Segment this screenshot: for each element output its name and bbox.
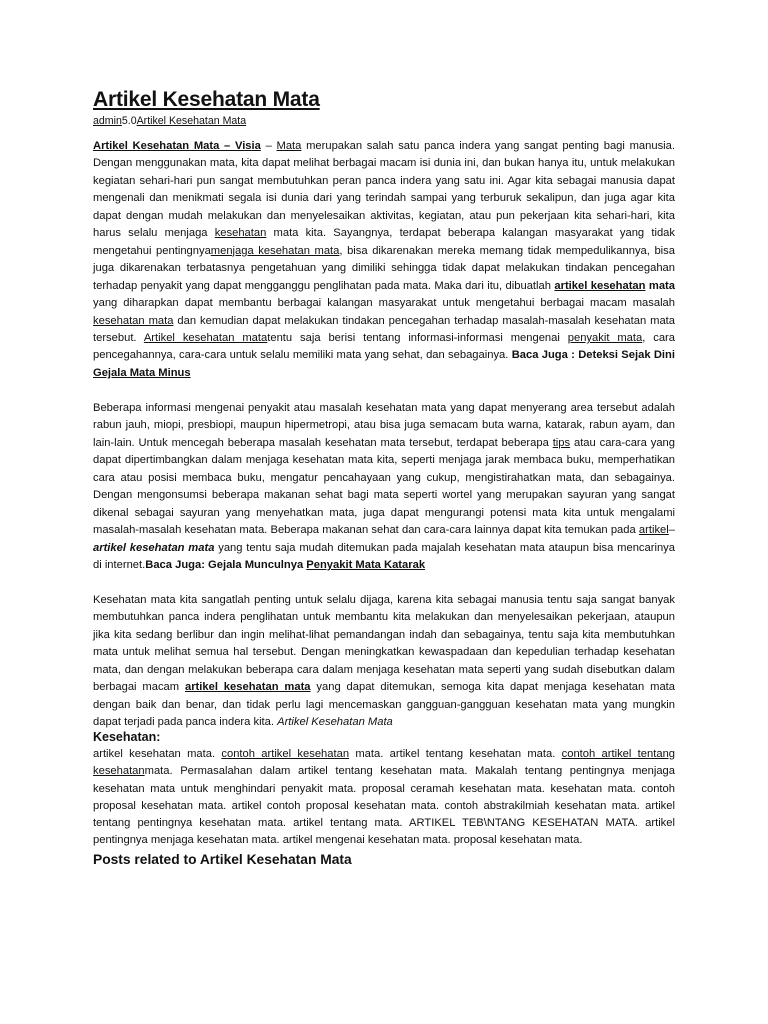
link-kesehatan-mata[interactable]: kesehatan mata	[93, 314, 174, 327]
link-artikel-kesehatan-mata[interactable]: Artikel kesehatan mata	[143, 331, 268, 344]
link-contoh-artikel-tentang-kesehatan[interactable]: contoh artikel tentang kesehatan	[93, 748, 676, 778]
paragraph-importance	[93, 592, 675, 732]
author-link[interactable]: admin	[93, 115, 122, 127]
text-run: atau cara-cara yang dapat dipertimbangkan dalam menjaga kesehatan mata kita, seperti menjaga jarak membaca buku, memperhatikan cara atau posisi membaca buku, mengatur pencahayaan yang cukup, mengistirahatkan mata, dan sebagainya. Dengan mengonsumsi beberapa makanan sehat bagi mata seperti wortel yang merupakan sayuran yang sangat dikenal sebagai sayuran yang menyehatkan mata, juga dapat mengurangi potensi mata kita untuk mengalami masalah-masalah kesehatan mata. Beberapa makanan sehat dan cara-cara lainnya dapat kita temukan pada	[93, 436, 675, 537]
dash-text: –	[260, 140, 277, 152]
text-run: merupakan salah satu panca indera yang sangat penting bagi manusia. Dengan menggunakan mata, kita dapat melihat berbagai macam isi dunia ini, dan bukan hanya itu, untuk melakukan kegiatan sehari-hari pun sangat membutuhkan peran panca indera yang satu ini. Agar kita sebagai manusia dapat mengenali dan menikmati segala isi dunia dari yang terindah sampai yang terburuk sekalipun, dan juga agar kita dapat dengan mudah melakukan dan menyelesaikan aktivitas, kegiatan, atau pun pekerjaan kita sehari-hari, kita harus selalu menjaga	[93, 140, 675, 240]
link-tips[interactable]: tips	[552, 436, 571, 449]
text-run: dan kemudian dapat melakukan tindakan pencegahan terhadap masalah-masalah kesehatan mata tersebut.	[93, 314, 675, 344]
text-run: yang dapat ditemukan, semoga kita dapat menjaga kesehatan mata dengan baik dan benar, dan tidak perlu lagi mencemaskan gangguan-gangguan kesehatan mata yang mungkin dapat terjadi pada panca indera kita.	[93, 681, 675, 729]
dash-text: –	[668, 524, 675, 537]
bold-italic-artikel: artikel kesehatan mata	[93, 541, 215, 554]
link-contoh-artikel-kesehatan[interactable]: contoh artikel kesehatan	[221, 748, 350, 760]
text-run: yang diharapkan dapat membantu berbagai kalangan masyarakat untuk mengetahui berbagai macam masalah	[93, 297, 675, 310]
paragraph-intro	[93, 138, 675, 382]
lead-link[interactable]: Artikel Kesehatan Mata – Visia	[93, 140, 261, 152]
link-artikel-kesehatan-bold[interactable]: artikel kesehatan	[554, 279, 646, 292]
kesehatan-heading: Kesehatan:	[93, 730, 161, 744]
link-penyakit-mata-katarak[interactable]: Penyakit Mata Katarak	[306, 559, 426, 572]
italic-tail: Artikel Kesehatan Mata	[277, 716, 393, 729]
link-mata[interactable]: Mata	[276, 140, 302, 152]
link-artikel[interactable]: artikel	[638, 524, 669, 537]
text-run: mata. artikel tentang kesehatan mata.	[349, 748, 562, 760]
article-meta	[93, 114, 246, 128]
text-run: Beberapa informasi mengenai penyakit atau masalah kesehatan mata yang dapat menyerang area tersebut adalah rabun jauh, miopi, presbiopi, maupun hipermetropi, atau bisa juga semacam buta warna, katarak, rabun ayam, dan lain-lain. Untuk mencegah beberapa masalah kesehatan mata tersebut, terdapat beberapa	[93, 402, 675, 449]
text-run: mata kita. Sayangnya, terdapat beberapa kalangan masyarakat yang tidak mengetahui pentingnya	[93, 227, 675, 257]
text-run: Kesehatan mata kita sangatlah penting untuk selalu dijaga, karena kita sebagai manusia tentu saja sangat banyak membutuhkan panca indera penglihatan untuk membantu kita melakukan dan menyelesaikan pekerjaan, ataupun jika kita sedang berlibur dan ingin melihat-lihat pemandangan indah dan sebagainya, tentu saja kita membutuhkan mata untuk melihat semua hal tersebut. Dengan meningkatkan kewaspadaan dan kepedulian terhadap kesehatan mata, dan dengan melakukan beberapa cara dalam menjaga kesehatan mata seperti yang sudah disebutkan dalam berbagai macam	[93, 594, 675, 694]
posts-related-heading: Posts related to Artikel Kesehatan Mata	[93, 852, 352, 867]
link-kesehatan[interactable]: kesehatan	[214, 227, 267, 240]
text-run: artikel kesehatan mata.	[93, 748, 222, 760]
text-run: , cara pencegahannya, cara-cara untuk selalu memiliki mata yang sehat, dan sebagainya.	[93, 331, 675, 362]
link-menjaga-kesehatan-mata[interactable]: menjaga kesehatan mata	[210, 244, 340, 257]
baca-juga-label-2: Baca Juga: Gejala Munculnya	[145, 559, 307, 572]
link-penyakit-mata[interactable]: penyakit mata	[567, 331, 643, 344]
text-run: , bisa dikarenakan mereka memang tidak mempedulikannya, bisa juga dikarenakan terbatasnya pengetahuan yang dimiliki sehingga tidak dapat melakukan tindakan pencegahan terhadap penyakit yang dapat mengganggu penglihatan pada mata. Maka dari itu, dibuatlah	[93, 244, 675, 292]
article-title: Artikel Kesehatan Mata	[93, 88, 320, 111]
rating-value: 5.0	[121, 115, 137, 127]
paragraph-info	[93, 400, 675, 575]
text-run: yang tentu saja mudah ditemukan pada majalah kesehatan mata ataupun bisa mencarinya di internet.	[93, 541, 675, 572]
link-artikel-kesehatan-mata-bold[interactable]: artikel kesehatan mata	[184, 681, 311, 694]
paragraph-keywords	[93, 746, 675, 850]
category-link[interactable]: Artikel Kesehatan Mata	[136, 115, 247, 127]
link-gejala-mata-minus[interactable]: Gejala Mata Minus	[93, 366, 191, 379]
bold-mata: mata	[645, 279, 675, 292]
text-run: mata. Permasalahan dalam artikel tentang kesehatan mata. Makalah tentang pentingnya menjaga kesehatan mata untuk menghindari penyakit mata. proposal ceramah kesehatan mata. kesehatan mata. contoh proposal kesehatan mata. artikel contoh proposal kesehatan mata. contoh abstrakilmiah kesehatan mata. artikel tentang pentingnya kesehatan mata. artikel tentang mata. ARTIKEL TEB\NTANG KESEHATAN MATA. artikel pentingnya menjaga kesehatan mata. artikel mengenai kesehatan mata. proposal kesehatan mata.	[93, 765, 675, 847]
baca-juga-label: Baca Juga : Deteksi Sejak Dini	[511, 349, 675, 362]
text-run: tentu saja berisi tentang informasi-informasi mengenai	[267, 331, 568, 344]
